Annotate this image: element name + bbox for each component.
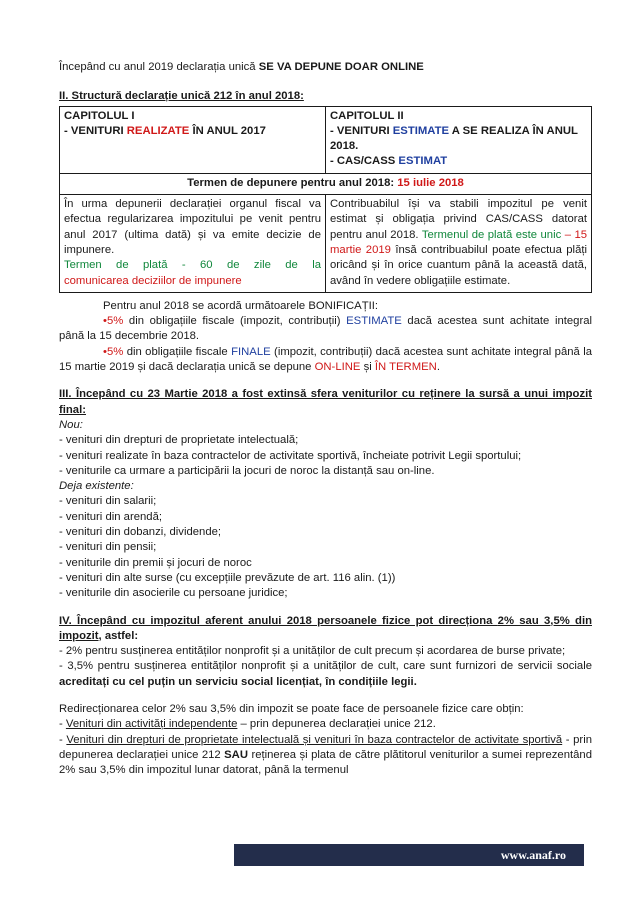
section2-heading: II. Structură declarație unică 212 în anul 2018: bbox=[59, 90, 304, 103]
chapter2-title: CAPITOLUL II bbox=[330, 109, 404, 122]
existing-income-list bbox=[59, 494, 592, 601]
new-label: Nou: bbox=[59, 418, 83, 431]
realizate-label: REALIZATE bbox=[126, 124, 190, 137]
deadline-row: Termen de depunere pentru anul 2018: 15 iulie 2018 bbox=[60, 173, 592, 194]
intro-bold: SE VA DEPUNE DOAR ONLINE bbox=[258, 61, 424, 73]
list-item: - venituri din arendă; bbox=[59, 510, 162, 523]
chapter1-line: - VENITURI REALIZATE ÎN ANUL 2017 bbox=[64, 124, 266, 137]
section4-heading: IV. Începând cu impozitul aferent anului 2018 persoanele fizice pot direcționa 2% sau 3,5% din impozit, astfel: bbox=[59, 614, 592, 642]
bonus-intro: Pentru anul 2018 se acordă următoarele BONIFICAȚII: bbox=[103, 299, 379, 312]
footer-url[interactable]: www.anaf.ro bbox=[500, 848, 566, 862]
list-item: - venituri din pensii; bbox=[59, 541, 157, 554]
chapter1-cell bbox=[60, 106, 326, 173]
list-item: - veniturile ca urmare a participării la jocuri de noroc la distanță sau on-line. bbox=[59, 464, 435, 477]
estimate-label: ESTIMATE bbox=[392, 124, 450, 137]
declaration-structure-table bbox=[59, 106, 592, 293]
existing-label: Deja existente: bbox=[59, 480, 134, 493]
footer-bar bbox=[234, 844, 584, 866]
section4-p1: - 2% pentru susținerea entităților nonprofit și a unităților de cult precum și acordarea de burse private; bbox=[59, 645, 566, 658]
chapter2-cell bbox=[326, 106, 592, 173]
list-item: - venituri realizate în baza contractelor de activitate sportivă, încheiate potrivit Legii sportului; bbox=[59, 449, 522, 462]
document-body bbox=[59, 60, 592, 778]
chapter1-title: CAPITOLUL I bbox=[64, 109, 135, 122]
section4-p2: - 3,5% pentru susținerea entităților nonprofit și a unităților de cult, care sunt furnizori de servicii sociale acreditați cu cel puțin un serviciu social licențiat, în condițiile legii. bbox=[59, 660, 592, 688]
deadline-date: 15 iulie 2018 bbox=[397, 176, 464, 189]
estimat-label: ESTIMAT bbox=[398, 155, 448, 168]
right-payment-term: Termenul de plată este unic bbox=[421, 228, 562, 241]
chapter2-body: Contribuabilul își va stabili impozitul pe venit estimat și obligația privind CAS/CASS datorat pentru anul 2018. Termenul de plată este unic – 15 martie 2019 însă contribuabilul poate efectua plăți oricând și în orice cuantum până la această dată, având în vedere obligațiile estimate. bbox=[326, 195, 592, 293]
section3-heading: III. Începând cu 23 Martie 2018 a fost extinsă sfera veniturilor cu reținere la sursă a unui impozit final: bbox=[59, 388, 592, 416]
chapter1-body: În urma depunerii declarației organul fiscal va efectua regularizarea impozitului pe venit pentru anul 2017 (ultima dată) și va emite decizie de impunere. Termen de plată - 60 de zile de la comunicarea deciziilor de impunere bbox=[60, 195, 326, 293]
list-item: - venituri din alte surse (cu excepțiile prevăzute de art. 116 alin. (1)) bbox=[59, 571, 396, 584]
list-item: - veniturile din premii și jocuri de noroc bbox=[59, 556, 252, 569]
redirect-item-2: - Venituri din drepturi de proprietate intelectuală și venituri în baza contractelor de activitate sportivă - prin depunerea declarației unice 212 SAU reținerea și plata de către plătitorul veniturilor a sumei reprezentând 2% sau 3,5% din impozitul lunar datorat, până la termenul bbox=[59, 733, 592, 777]
list-item: - venituri din salarii; bbox=[59, 495, 157, 508]
new-income-list bbox=[59, 433, 592, 479]
intro-line bbox=[59, 60, 592, 75]
redirect-intro: Redirecționarea celor 2% sau 3,5% din impozit se poate face de persoanele fizice care obțin: bbox=[59, 702, 524, 715]
intro-text: Începând cu anul 2019 declarația unică bbox=[59, 61, 259, 73]
redirect-item-1: - Venituri din activități independente – prin depunerea declarației unice 212. bbox=[59, 718, 436, 731]
list-item: - venituri din dobanzi, dividende; bbox=[59, 526, 222, 539]
bonus-item-1: •5% din obligațiile fiscale (impozit, contribuții) ESTIMATE dacă acestea sunt achitate integral până la 15 decembrie 2018. bbox=[59, 315, 593, 343]
bonus-item-2: •5% din obligațiile fiscale FINALE (impozit, contribuții) dacă acestea sunt achitate integral până la 15 martie 2019 și dacă declarația unică se depune ON-LINE și ÎN TERMEN. bbox=[59, 345, 592, 374]
chapter2-line: - VENITURI ESTIMATE A SE REALIZA ÎN ANUL 2018. bbox=[330, 124, 578, 153]
left-payment-term: Termen de plată - 60 de zile de la bbox=[64, 259, 321, 272]
left-payment-term-red: comunicarea deciziilor de impunere bbox=[64, 274, 242, 287]
chapter2-line2: - CAS/CASS ESTIMAT bbox=[330, 155, 448, 168]
list-item: - venituri din drepturi de proprietate intelectuală; bbox=[59, 434, 299, 447]
list-item: - veniturile din asocierile cu persoane juridice; bbox=[59, 587, 288, 600]
right-payment-date: – 15 martie 2019 bbox=[330, 228, 588, 256]
